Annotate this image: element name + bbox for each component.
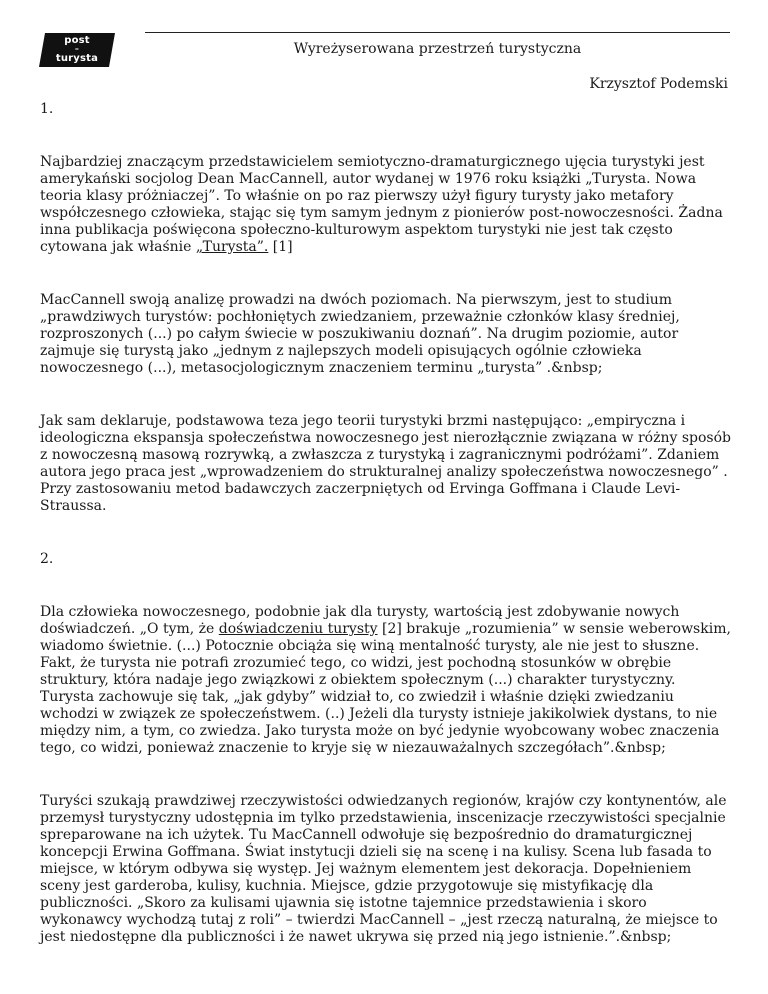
paragraph-4-text-rest: [2] brakuje „rozumienia” w sensie weberowskim, wiadomo świetnie. (...) Potocznie obciąża się winą mentalność turysty, ale nie jest to słuszne. Fakt, że turysta nie potrafi zrozumieć tego, co widzi, jest pochodną stosunków w obrębie struktury, która nadaje jego związkowi z obiektem społecznym (...) charakter turystyczny. Turysta zachowuje się tak, „jak gdyby” widział to, co zwiedził i właśnie dzięki zwiedzaniu wchodzi w związek ze społeczeństwem. (..) Jeżeli dla turysty istnieje jakikolwiek dystans, to nie między nim, a tym, co zwiedza. Jako turysta może on być jedynie wyobcowany wobec znaczenia tego, co widzi, ponieważ znaczenie to kryje się w niezauważalnych szczegółach”.&nbsp;: [40, 621, 731, 756]
paragraph-4: [40, 604, 732, 757]
logo-text-post: post: [64, 35, 90, 46]
article-author: Krzysztof Podemski: [589, 76, 728, 92]
logo-text-dash: –: [74, 44, 80, 53]
paragraph-5: Turyści szukają prawdziwej rzeczywistości odwiedzanych regionów, krajów czy kontynentów, ale przemysł turystyczny udostępnia im tylko przedstawienia, inscenizacje rzeczywistości specjalnie spreparowane na ich użytek. Tu MacCannell odwołuje się bezpośrednio do dramaturgicznej koncepcji Erwina Goffmana. Świat instytucji dzieli się na scenę i na kulisy. Scena lub fasada to miejsce, w którym odbywa się występ. Jej ważnym elementem jest dekoracja. Dopełnieniem sceny jest garderoba, kulisy, kuchnia. Miejsce, gdzie przygotowuje się mistyfikację dla publiczności. „Skoro za kulisami ujawnia się istotne tajemnice przedstawienia i skoro wykonawcy wychodzą tutaj z roli” – twierdzi MacCannell – „jest rzeczą naturalną, że miejsce to jest niedostępne dla publiczności i że nawet ukrywa się przed nią jego istnienie.”.&nbsp;: [40, 793, 727, 945]
post-turysta-logo[interactable]: [39, 33, 115, 67]
paragraph-2: MacCannell swoją analizę prowadzi na dwóch poziomach. Na pierwszym, jest to studium „prawdziwych turystów: pochłoniętych zwiedzaniem, przeważnie członków klasy średniej, rozproszonych (...) po całym świecie w poszukiwaniu doznań”. Na drugim poziomie, autor zajmuje się turystą jako „jednym z najlepszych modeli opisujących ogólnie człowieka nowoczesnego (...), metasocjologicznym znaczeniem terminu „turysta” .&nbsp;: [40, 292, 680, 376]
paragraph-1-text: Najbardziej znaczącym przedstawicielem semiotyczno-dramaturgicznego ujęcia turystyki jest amerykański socjolog Dean MacCannell, autor wydanej w 1976 roku książki „Turysta. Nowa teoria klasy próżniaczej”. To właśnie on po raz pierwszy użył figury turysty jako metafory współczesnego człowieka, stając się tym samym jednym z pionierów post-nowoczesności. Żadna inna publikacja poświęcona społeczno-kulturowym aspektom turystyki nie jest tak często cytowana jak właśnie: [40, 154, 723, 255]
turysta-book-link[interactable]: „Turysta”.: [195, 239, 269, 255]
paragraph-3: Jak sam deklaruje, podstawowa teza jego teorii turystyki brzmi następująco: „empiryczna i ideologiczna ekspansja społeczeństwa nowoczesnego jest nierozłącznie związana w różny sposób z nowoczesną masową rozrywką, a zwłaszcza z turystyką i zagranicznymi podróżami”. Zdaniem autora jego praca jest „wprowadzeniem do strukturalnej analizy społeczeństwa nowoczesnego” . Przy zastosowaniu metod badawczych zaczerpniętych od Ervinga Goffmana i Claude Levi-Straussa.: [40, 413, 731, 514]
paragraph-1: [40, 154, 732, 256]
logo-text-turysta: turysta: [55, 53, 99, 64]
section-number-2: 2.: [40, 551, 54, 567]
section-number-1: 1.: [40, 101, 54, 117]
tourist-experience-link[interactable]: doświadczeniu turysty: [218, 621, 378, 637]
article-title: Wyreżyserowana przestrzeń turystyczna: [293, 41, 582, 57]
paragraph-4-text: Dla człowieka nowoczesnego, podobnie jak dla turysty, wartością jest zdobywanie nowych doświadczeń. „O tym, że: [40, 604, 680, 637]
header-rule: [145, 32, 730, 33]
article-body: [40, 101, 732, 982]
footnote-ref-1: [1]: [268, 239, 293, 255]
